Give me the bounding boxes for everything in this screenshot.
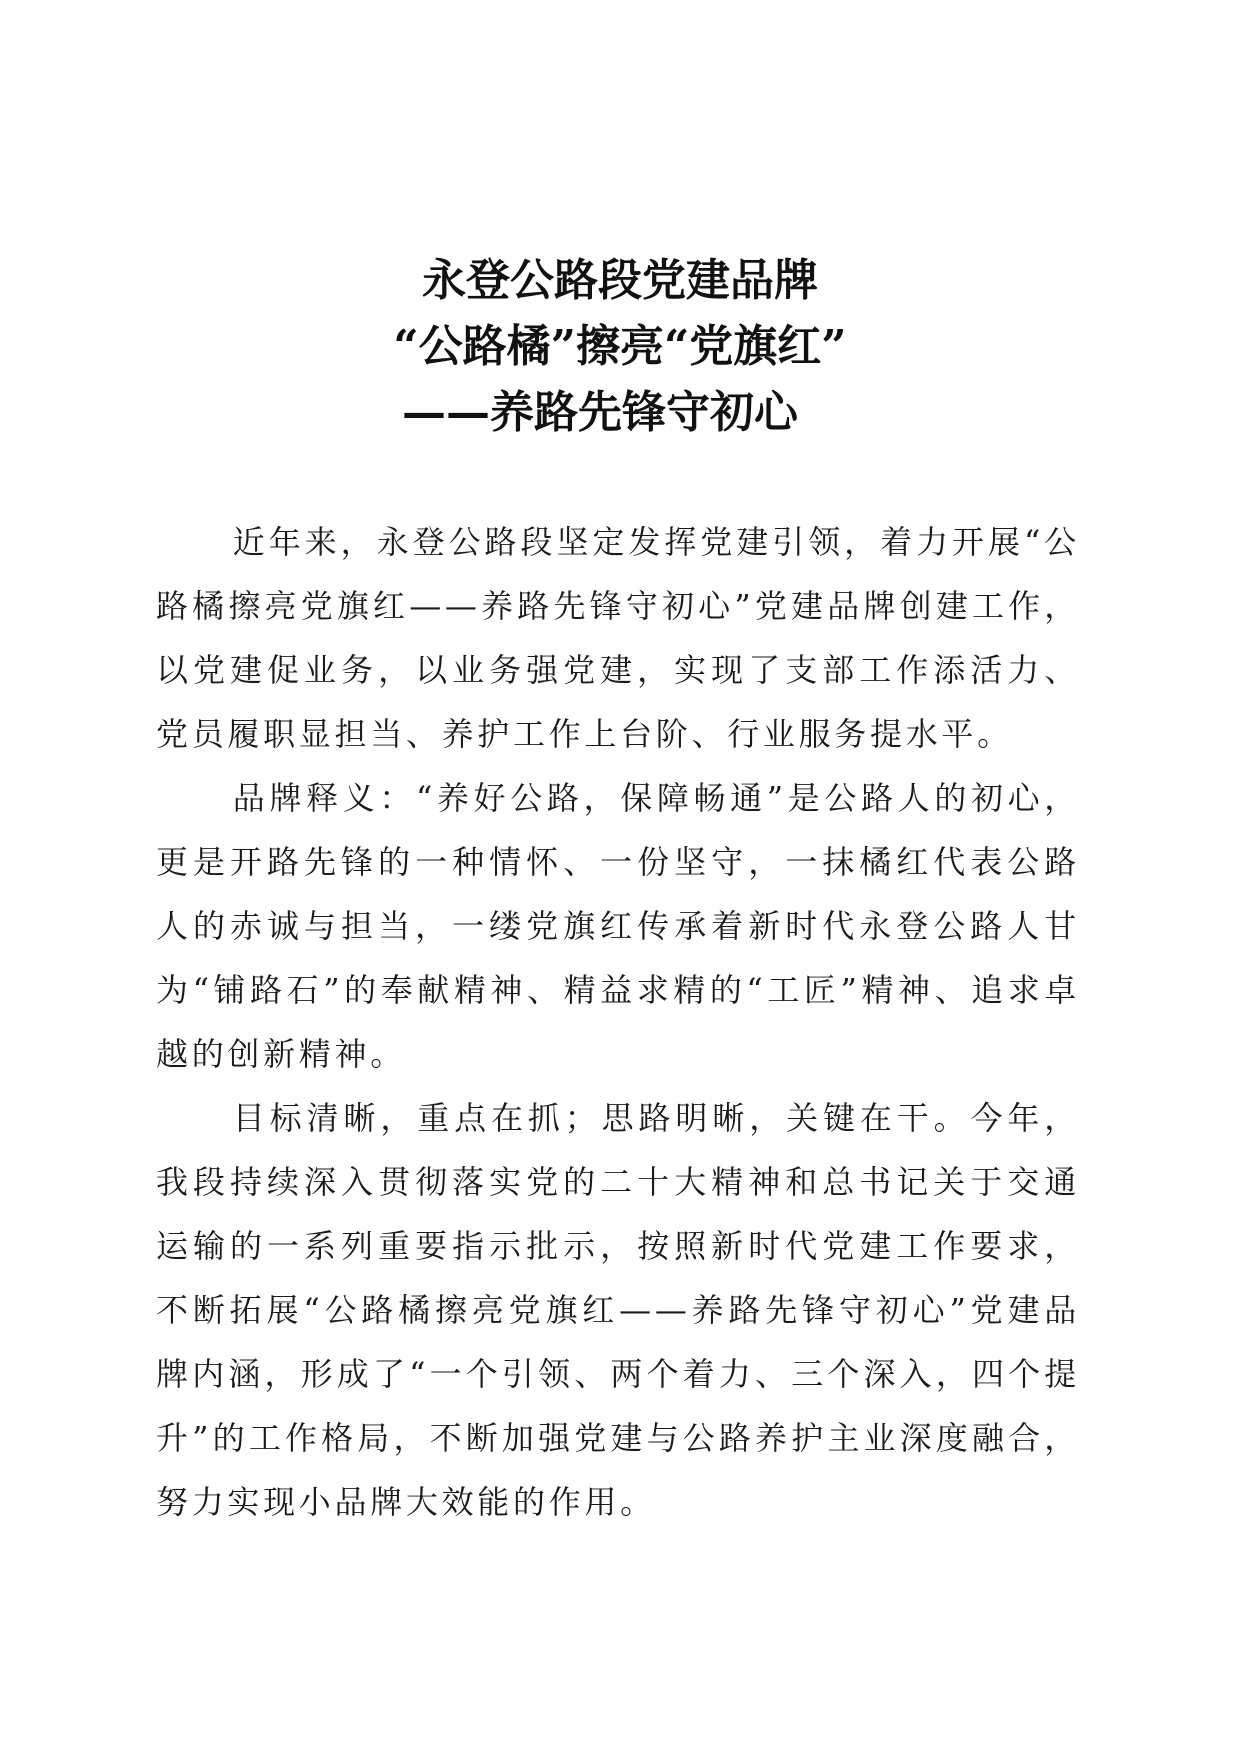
paragraph-goals: 目标清晰，重点在抓；思路明晰，关键在干。今年，我段持续深入贯彻落实党的二十大精神和总书记关于交通运输的一系列重要指示批示，按照新时代党建工作要求，不断拓展“公路橘擦亮党旗红——养路先锋守初心”党建品牌内涵，形成了“一个引领、两个着力、三个深入，四个提升”的工作格局，不断加强党建与公路养护主业深度融合，努力实现小品牌大效能的作用。 xyxy=(156,1099,1080,1521)
paragraph-brand-meaning: 品牌释义：“养好公路，保障畅通”是公路人的初心，更是开路先锋的一种情怀、一份坚守，一抹橘红代表公路人的赤诚与担当，一缕党旗红传承着新时代永登公路人甘为“铺路石”的奉献精神、精益求精的“工匠”精神、追求卓越的创新精神。 xyxy=(156,779,1080,1073)
document-body xyxy=(156,510,1080,1534)
title-line-1: 永登公路段党建品牌 xyxy=(422,255,818,306)
paragraph-intro: 近年来，永登公路段坚定发挥党建引领，着力开展“公路橘擦亮党旗红——养路先锋守初心”党建品牌创建工作，以党建促业务，以业务强党建，实现了支部工作添活力、党员履职显担当、养护工作上台阶、行业服务提水平。 xyxy=(156,523,1080,753)
title-line-2: “公路橘”擦亮“党旗红” xyxy=(393,321,847,372)
document-title xyxy=(0,248,1240,446)
title-line-3: ——养路先锋守初心 xyxy=(402,387,798,438)
